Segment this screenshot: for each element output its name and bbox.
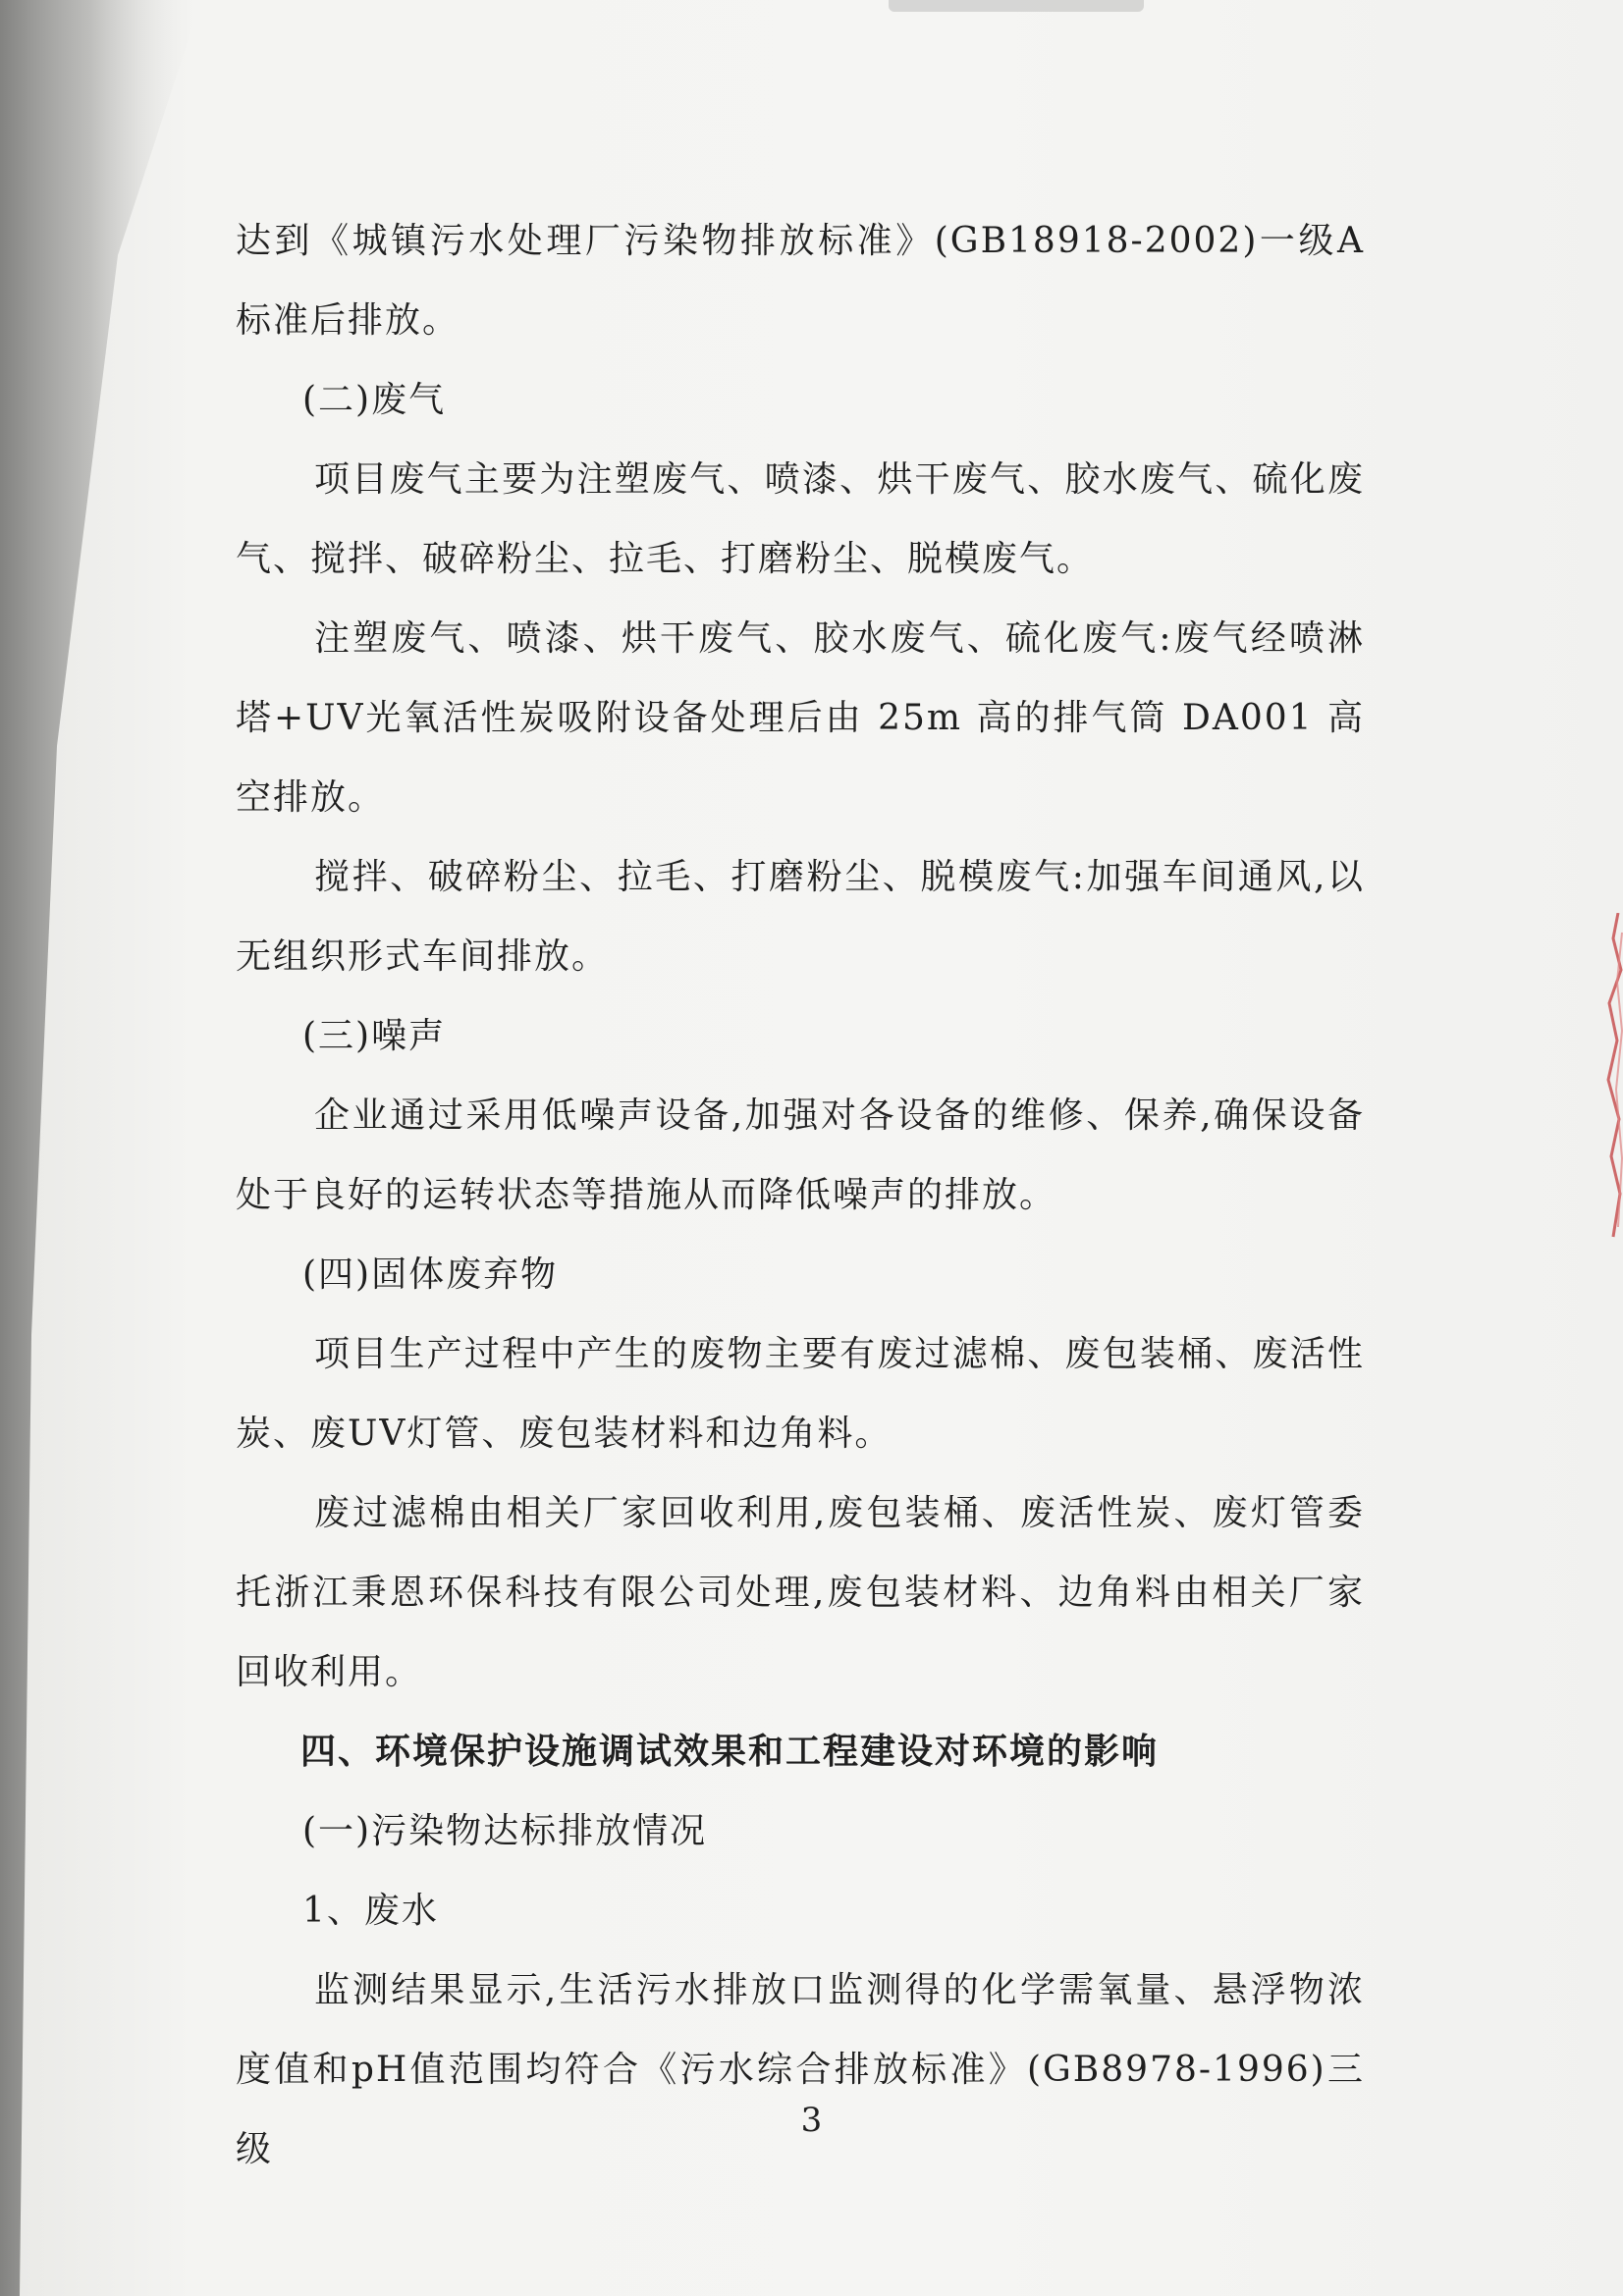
heading-pollutant-compliance: (一)污染物达标排放情况: [302, 1811, 708, 1851]
paragraph-solid-waste-types: 项目生产过程中产生的废物主要有废过滤棉、废包装桶、废活性炭、废UV灯管、废包装材料和边角料。: [236, 1334, 1365, 1454]
heading-solid-waste: (四)固体废弃物: [302, 1255, 559, 1295]
paragraph-monitoring-result: 监测结果显示,生活污水排放口监测得的化学需氧量、悬浮物浓度值和pH值范围均符合《污水综合排放标准》(GB8978-1996)三级: [236, 1970, 1365, 2169]
heading-noise: (三)噪声: [302, 1016, 447, 1056]
scan-edge-shadow: [889, 0, 1144, 12]
paragraph-solid-waste-disposal: 废过滤棉由相关厂家回收利用,废包装桶、废活性炭、废灯管委托浙江秉恩环保科技有限公司处理,废包装材料、边角料由相关厂家回收利用。: [236, 1493, 1365, 1692]
paragraph-dust-emission: 搅拌、破碎粉尘、拉毛、打磨粉尘、脱模废气:加强车间通风,以无组织形式车间排放。: [236, 857, 1365, 977]
red-seal-edge: [1594, 913, 1623, 1247]
heading-wastewater: 1、废水: [302, 1891, 439, 1931]
page-fold-shadow: [0, 0, 226, 2296]
paragraph-waste-gas-treatment: 注塑废气、喷漆、烘干废气、胶水废气、硫化废气:废气经喷淋塔+UV光氧活性炭吸附设备处理后由 25m 高的排气筒 DA001 高空排放。: [236, 618, 1365, 818]
paragraph-continuation: 达到《城镇污水处理厂污染物排放标准》(GB18918-2002)一级A标准后排放。: [236, 221, 1365, 341]
page-number: 3: [800, 2101, 823, 2140]
heading-waste-gas: (二)废气: [302, 380, 447, 420]
paragraph-noise-control: 企业通过采用低噪声设备,加强对各设备的维修、保养,确保设备处于良好的运转状态等措施从而降低噪声的排放。: [236, 1095, 1365, 1215]
section-heading-environmental-impact: 四、环境保护设施调试效果和工程建设对环境的影响: [300, 1731, 1160, 1772]
paragraph-waste-gas-sources: 项目废气主要为注塑废气、喷漆、烘干废气、胶水废气、硫化废气、搅拌、破碎粉尘、拉毛、打磨粉尘、脱模废气。: [236, 459, 1365, 579]
document-body: [236, 201, 1365, 2189]
